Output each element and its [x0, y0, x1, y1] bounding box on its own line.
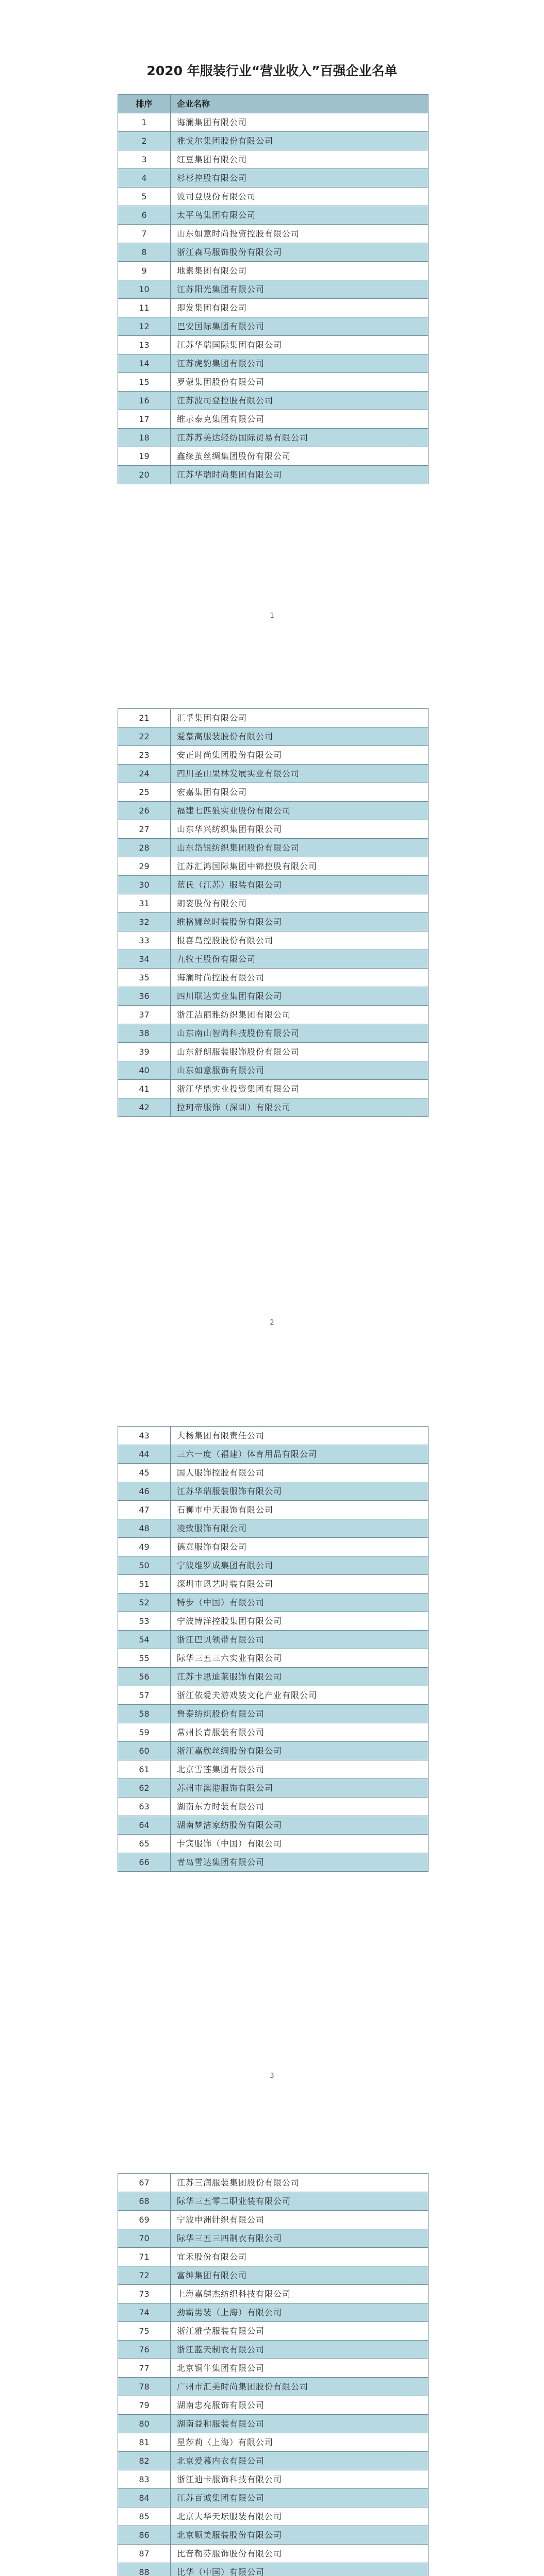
- rank-cell: 16: [118, 392, 171, 410]
- rank-cell: 49: [118, 1538, 171, 1556]
- rank-cell: 22: [118, 727, 171, 746]
- table-row: [118, 1024, 428, 1043]
- page-number: 3: [270, 2072, 274, 2080]
- company-name-cell: 际华三五零二职业装有限公司: [171, 2192, 428, 2211]
- rank-cell: 13: [118, 336, 171, 354]
- rank-cell: 18: [118, 429, 171, 447]
- rank-cell: 73: [118, 2285, 171, 2303]
- rank-cell: 43: [118, 1427, 171, 1445]
- table-row: [118, 466, 428, 484]
- table-row: [118, 2545, 428, 2563]
- rank-cell: 30: [118, 876, 171, 894]
- table-row: [118, 1464, 428, 1482]
- rank-cell: 46: [118, 1482, 171, 1501]
- table-row: [118, 2489, 428, 2507]
- rank-cell: 86: [118, 2526, 171, 2545]
- rank-cell: 87: [118, 2545, 171, 2563]
- company-name-cell: 江苏百诚集团有限公司: [171, 2489, 428, 2507]
- rank-cell: 84: [118, 2489, 171, 2507]
- company-name-cell: 深圳市恩艺时装有限公司: [171, 1575, 428, 1594]
- company-name-cell: 地素集团有限公司: [171, 262, 428, 280]
- company-name-cell: 三六一度（福建）体育用品有限公司: [171, 1445, 428, 1464]
- company-name-cell: 鑫缘茧丝绸集团股份有限公司: [171, 447, 428, 466]
- rank-cell: 88: [118, 2563, 171, 2576]
- company-name-cell: 上海嘉麟杰纺织科技有限公司: [171, 2285, 428, 2303]
- rank-cell: 33: [118, 931, 171, 950]
- company-name-cell: 江苏华瑞时尚集团有限公司: [171, 466, 428, 484]
- company-name-cell: 山东如意时尚投资控股有限公司: [171, 225, 428, 243]
- company-name-cell: 山东如意服饰有限公司: [171, 1061, 428, 1080]
- company-name-cell: 浙江嘉欣丝绸股份有限公司: [171, 1742, 428, 1760]
- table-row: [118, 2285, 428, 2303]
- rank-cell: 37: [118, 1006, 171, 1024]
- table-row: [118, 987, 428, 1006]
- table-row: [118, 1098, 428, 1117]
- rank-cell: 11: [118, 299, 171, 317]
- rank-cell: 7: [118, 225, 171, 243]
- company-name-cell: 海澜集团有限公司: [171, 113, 428, 132]
- table-row: [118, 2229, 428, 2248]
- company-name-cell: 大杨集团有限责任公司: [171, 1427, 428, 1445]
- table-row: [118, 2248, 428, 2266]
- rank-cell: 47: [118, 1501, 171, 1519]
- company-name-cell: 苏州市澳港服饰有限公司: [171, 1779, 428, 1798]
- company-name-cell: 红豆集团有限公司: [171, 150, 428, 169]
- rank-cell: 44: [118, 1445, 171, 1464]
- table-row: [118, 913, 428, 931]
- company-name-cell: 山东岱银纺织集团股份有限公司: [171, 839, 428, 857]
- company-name-cell: 北京大华天坛服装有限公司: [171, 2507, 428, 2526]
- rank-cell: 60: [118, 1742, 171, 1760]
- rank-cell: 53: [118, 1612, 171, 1631]
- table-row: [118, 1686, 428, 1705]
- table-row: [118, 1779, 428, 1798]
- rank-cell: 29: [118, 857, 171, 876]
- company-name-cell: 北京雪莲集团有限公司: [171, 1760, 428, 1779]
- table-row: [118, 1482, 428, 1501]
- company-name-cell: 雅戈尔集团股份有限公司: [171, 132, 428, 150]
- rank-cell: 34: [118, 950, 171, 969]
- company-name-cell: 浙江雅莹服装有限公司: [171, 2322, 428, 2341]
- table-row: [118, 1061, 428, 1080]
- table-row: [118, 1427, 428, 1445]
- rank-cell: 59: [118, 1723, 171, 1742]
- company-name-cell: 北京顺美服装股份有限公司: [171, 2526, 428, 2545]
- company-name-cell: 报喜鸟控股股份有限公司: [171, 931, 428, 950]
- rank-cell: 14: [118, 354, 171, 373]
- company-name-cell: 山东舒朗服装服饰股份有限公司: [171, 1043, 428, 1061]
- rank-cell: 17: [118, 410, 171, 429]
- table-row: [118, 1594, 428, 1612]
- company-name-cell: 湖南梦洁家纺股份有限公司: [171, 1816, 428, 1835]
- table-row: [118, 876, 428, 894]
- rank-cell: 85: [118, 2507, 171, 2526]
- table-row: [118, 2470, 428, 2489]
- page-number: 1: [270, 612, 274, 620]
- table-row: [118, 317, 428, 336]
- company-name-cell: 富绅集团有限公司: [171, 2266, 428, 2285]
- table-row: [118, 894, 428, 913]
- company-name-cell: 比华（中国）有限公司: [171, 2563, 428, 2576]
- rank-cell: 64: [118, 1816, 171, 1835]
- rank-cell: 50: [118, 1556, 171, 1575]
- rank-cell: 65: [118, 1835, 171, 1853]
- table-row: [118, 354, 428, 373]
- rank-cell: 24: [118, 765, 171, 783]
- revenue-list-title: 2020 年服装行业“营业收入”百强企业名单: [146, 63, 398, 78]
- table-row: [118, 1742, 428, 1760]
- table-row: [118, 299, 428, 317]
- company-name-cell: 汇孚集团有限公司: [171, 709, 428, 727]
- table-row: [118, 2452, 428, 2470]
- company-name-cell: 江苏苏美达轻纺国际贸易有限公司: [171, 429, 428, 447]
- rank-cell: 62: [118, 1779, 171, 1798]
- table-row: [118, 839, 428, 857]
- table-row: [118, 243, 428, 262]
- rank-cell: 9: [118, 262, 171, 280]
- rank-cell: 12: [118, 317, 171, 336]
- table-row: [118, 1760, 428, 1779]
- table-row: [118, 206, 428, 225]
- company-name-cell: 江苏三润服装集团股份有限公司: [171, 2174, 428, 2192]
- company-name-cell: 维格娜丝时装股份有限公司: [171, 913, 428, 931]
- company-name-cell: 江苏华瑞服装服饰有限公司: [171, 1482, 428, 1501]
- rank-cell: 19: [118, 447, 171, 466]
- rank-column-header: 排序: [118, 95, 171, 113]
- company-name-cell: 太平鸟集团有限公司: [171, 206, 428, 225]
- company-name-cell: 江苏卡思迪莱服饰有限公司: [171, 1668, 428, 1686]
- company-name-cell: 浙江森马服饰股份有限公司: [171, 243, 428, 262]
- rank-cell: 55: [118, 1649, 171, 1668]
- table-row: [118, 225, 428, 243]
- rank-cell: 8: [118, 243, 171, 262]
- rank-cell: 74: [118, 2303, 171, 2322]
- rank-cell: 4: [118, 169, 171, 188]
- rank-cell: 15: [118, 373, 171, 392]
- rank-cell: 2: [118, 132, 171, 150]
- table-row: [118, 2526, 428, 2545]
- table-row: [118, 969, 428, 987]
- rank-cell: 80: [118, 2415, 171, 2433]
- table-row: [118, 746, 428, 765]
- company-name-cell: 山东南山智尚科技股份有限公司: [171, 1024, 428, 1043]
- rank-cell: 3: [118, 150, 171, 169]
- company-name-cell: 浙江蓝天制衣有限公司: [171, 2341, 428, 2359]
- company-name-cell: 巴安国际集团有限公司: [171, 317, 428, 336]
- rank-cell: 77: [118, 2359, 171, 2378]
- table-row: [118, 169, 428, 188]
- rank-cell: 56: [118, 1668, 171, 1686]
- table-row: [118, 1612, 428, 1631]
- ranking-table: [118, 1426, 428, 1872]
- table-row: [118, 2359, 428, 2378]
- ranking-table: [118, 708, 428, 1117]
- company-name-cell: 德意服饰有限公司: [171, 1538, 428, 1556]
- company-name-cell: 拉珂帝服饰（深圳）有限公司: [171, 1098, 428, 1117]
- table-row: [118, 150, 428, 169]
- table-row: [118, 1835, 428, 1853]
- rank-cell: 81: [118, 2433, 171, 2452]
- rank-cell: 52: [118, 1594, 171, 1612]
- rank-cell: 23: [118, 746, 171, 765]
- table-row: [118, 132, 428, 150]
- company-name-cell: 北京铜牛集团有限公司: [171, 2359, 428, 2378]
- rank-cell: 45: [118, 1464, 171, 1482]
- table-header-row: [118, 95, 428, 113]
- company-name-cell: 四川圣山果林发展实业有限公司: [171, 765, 428, 783]
- table-row: [118, 1631, 428, 1649]
- company-name-cell: 湖南东方时装有限公司: [171, 1798, 428, 1816]
- company-name-cell: 宁波申洲针织有限公司: [171, 2211, 428, 2229]
- company-name-cell: 四川联达实业集团有限公司: [171, 987, 428, 1006]
- table-row: [118, 392, 428, 410]
- rank-cell: 79: [118, 2396, 171, 2415]
- table-row: [118, 2563, 428, 2576]
- table-row: [118, 709, 428, 727]
- company-name-cell: 鲁泰纺织股份有限公司: [171, 1705, 428, 1723]
- table-row: [118, 2303, 428, 2322]
- table-row: [118, 1668, 428, 1686]
- company-name-cell: 湖南益和服装有限公司: [171, 2415, 428, 2433]
- company-name-cell: 蓝氏（江苏）服装有限公司: [171, 876, 428, 894]
- company-name-cell: 青岛雪达集团有限公司: [171, 1853, 428, 1872]
- company-name-cell: 国人服饰控股有限公司: [171, 1464, 428, 1482]
- rank-cell: 58: [118, 1705, 171, 1723]
- company-name-cell: 际华三五三四制衣有限公司: [171, 2229, 428, 2248]
- rank-cell: 5: [118, 188, 171, 206]
- table-row: [118, 373, 428, 392]
- rank-cell: 27: [118, 820, 171, 839]
- company-name-cell: 宏嘉集团有限公司: [171, 783, 428, 802]
- table-row: [118, 727, 428, 746]
- rank-cell: 72: [118, 2266, 171, 2285]
- rank-cell: 21: [118, 709, 171, 727]
- table-row: [118, 1798, 428, 1816]
- rank-cell: 78: [118, 2378, 171, 2396]
- rank-cell: 69: [118, 2211, 171, 2229]
- rank-cell: 75: [118, 2322, 171, 2341]
- table-row: [118, 2378, 428, 2396]
- table-row: [118, 1501, 428, 1519]
- company-name-cell: 石狮市中天服饰有限公司: [171, 1501, 428, 1519]
- company-name-cell: 罗蒙集团股份有限公司: [171, 373, 428, 392]
- company-name-cell: 卡宾服饰（中国）有限公司: [171, 1835, 428, 1853]
- table-row: [118, 1723, 428, 1742]
- company-name-cell: 宁波维罗成集团有限公司: [171, 1556, 428, 1575]
- company-name-cell: 宁波博洋控股集团有限公司: [171, 1612, 428, 1631]
- table-row: [118, 1538, 428, 1556]
- rank-cell: 10: [118, 280, 171, 299]
- company-name-cell: 宜禾股份有限公司: [171, 2248, 428, 2266]
- table-row: [118, 2396, 428, 2415]
- rank-cell: 39: [118, 1043, 171, 1061]
- rank-cell: 48: [118, 1519, 171, 1538]
- company-name-cell: 浙江依爱夫游戏装文化产业有限公司: [171, 1686, 428, 1705]
- company-name-cell: 福建七匹狼实业股份有限公司: [171, 802, 428, 820]
- table-row: [118, 447, 428, 466]
- table-row: [118, 113, 428, 132]
- company-name-cell: 凌致服饰有限公司: [171, 1519, 428, 1538]
- table-row: [118, 1080, 428, 1098]
- company-name-cell: 际华三五三六实业有限公司: [171, 1649, 428, 1668]
- table-row: [118, 1043, 428, 1061]
- table-row: [118, 188, 428, 206]
- table-row: [118, 783, 428, 802]
- table-row: [118, 2192, 428, 2211]
- company-column-header: 企业名称: [171, 95, 428, 113]
- table-row: [118, 262, 428, 280]
- rank-cell: 61: [118, 1760, 171, 1779]
- company-name-cell: 劲霸男装（上海）有限公司: [171, 2303, 428, 2322]
- table-row: [118, 280, 428, 299]
- table-row: [118, 1853, 428, 1872]
- table-row: [118, 2174, 428, 2192]
- table-row: [118, 429, 428, 447]
- rank-cell: 41: [118, 1080, 171, 1098]
- rank-cell: 40: [118, 1061, 171, 1080]
- rank-cell: 38: [118, 1024, 171, 1043]
- table-row: [118, 765, 428, 783]
- company-name-cell: 浙江巴贝领带有限公司: [171, 1631, 428, 1649]
- table-row: [118, 857, 428, 876]
- company-name-cell: 江苏虎豹集团有限公司: [171, 354, 428, 373]
- ranking-table: [118, 2173, 428, 2576]
- table-row: [118, 820, 428, 839]
- rank-cell: 36: [118, 987, 171, 1006]
- table-row: [118, 1006, 428, 1024]
- table-row: [118, 1705, 428, 1723]
- rank-cell: 31: [118, 894, 171, 913]
- table-row: [118, 1649, 428, 1668]
- rank-cell: 67: [118, 2174, 171, 2192]
- company-name-cell: 江苏阳光集团有限公司: [171, 280, 428, 299]
- rank-cell: 1: [118, 113, 171, 132]
- rank-cell: 42: [118, 1098, 171, 1117]
- rank-cell: 82: [118, 2452, 171, 2470]
- rank-cell: 83: [118, 2470, 171, 2489]
- company-name-cell: 浙江洁丽雅纺织集团有限公司: [171, 1006, 428, 1024]
- rank-cell: 66: [118, 1853, 171, 1872]
- table-row: [118, 410, 428, 429]
- company-name-cell: 朗姿股份有限公司: [171, 894, 428, 913]
- table-row: [118, 1816, 428, 1835]
- company-name-cell: 波司登股份有限公司: [171, 188, 428, 206]
- table-row: [118, 2433, 428, 2452]
- table-row: [118, 1575, 428, 1594]
- company-name-cell: 即发集团有限公司: [171, 299, 428, 317]
- rank-cell: 63: [118, 1798, 171, 1816]
- rank-cell: 26: [118, 802, 171, 820]
- table-row: [118, 2266, 428, 2285]
- table-row: [118, 931, 428, 950]
- company-name-cell: 维示泰克集团有限公司: [171, 410, 428, 429]
- table-row: [118, 2322, 428, 2341]
- rank-cell: 51: [118, 1575, 171, 1594]
- company-name-cell: 江苏波司登控股有限公司: [171, 392, 428, 410]
- company-name-cell: 比音勒芬服饰股份有限公司: [171, 2545, 428, 2563]
- table-row: [118, 1556, 428, 1575]
- table-row: [118, 2415, 428, 2433]
- rank-cell: 71: [118, 2248, 171, 2266]
- rank-cell: 35: [118, 969, 171, 987]
- company-name-cell: 浙江华鼎实业投资集团有限公司: [171, 1080, 428, 1098]
- rank-cell: 68: [118, 2192, 171, 2211]
- company-name-cell: 安正时尚集团股份有限公司: [171, 746, 428, 765]
- company-name-cell: 杉杉控股有限公司: [171, 169, 428, 188]
- rank-cell: 6: [118, 206, 171, 225]
- table-row: [118, 950, 428, 969]
- company-name-cell: 山东华兴纺织集团有限公司: [171, 820, 428, 839]
- company-name-cell: 江苏汇鸿国际集团中锦控股有限公司: [171, 857, 428, 876]
- table-row: [118, 802, 428, 820]
- table-row: [118, 1445, 428, 1464]
- table-row: [118, 2507, 428, 2526]
- company-name-cell: 常州长青服装有限公司: [171, 1723, 428, 1742]
- company-name-cell: 江苏华瑞国际集团有限公司: [171, 336, 428, 354]
- table-row: [118, 336, 428, 354]
- rank-cell: 70: [118, 2229, 171, 2248]
- company-name-cell: 九牧王股份有限公司: [171, 950, 428, 969]
- company-name-cell: 特步（中国）有限公司: [171, 1594, 428, 1612]
- company-name-cell: 湖南忠亮服饰有限公司: [171, 2396, 428, 2415]
- rank-cell: 76: [118, 2341, 171, 2359]
- table-row: [118, 2341, 428, 2359]
- company-name-cell: 广州市汇美时尚集团股份有限公司: [171, 2378, 428, 2396]
- table-row: [118, 2211, 428, 2229]
- rank-cell: 20: [118, 466, 171, 484]
- page-number: 2: [270, 1319, 274, 1327]
- rank-cell: 57: [118, 1686, 171, 1705]
- company-name-cell: 爱慕高服装股份有限公司: [171, 727, 428, 746]
- company-name-cell: 北京爱慕内衣有限公司: [171, 2452, 428, 2470]
- company-name-cell: 海澜时尚控股有限公司: [171, 969, 428, 987]
- company-name-cell: 浙江迪卡服饰科技有限公司: [171, 2470, 428, 2489]
- table-row: [118, 1519, 428, 1538]
- company-name-cell: 星莎莉（上海）有限公司: [171, 2433, 428, 2452]
- ranking-table: [118, 94, 428, 484]
- rank-cell: 25: [118, 783, 171, 802]
- rank-cell: 54: [118, 1631, 171, 1649]
- rank-cell: 28: [118, 839, 171, 857]
- rank-cell: 32: [118, 913, 171, 931]
